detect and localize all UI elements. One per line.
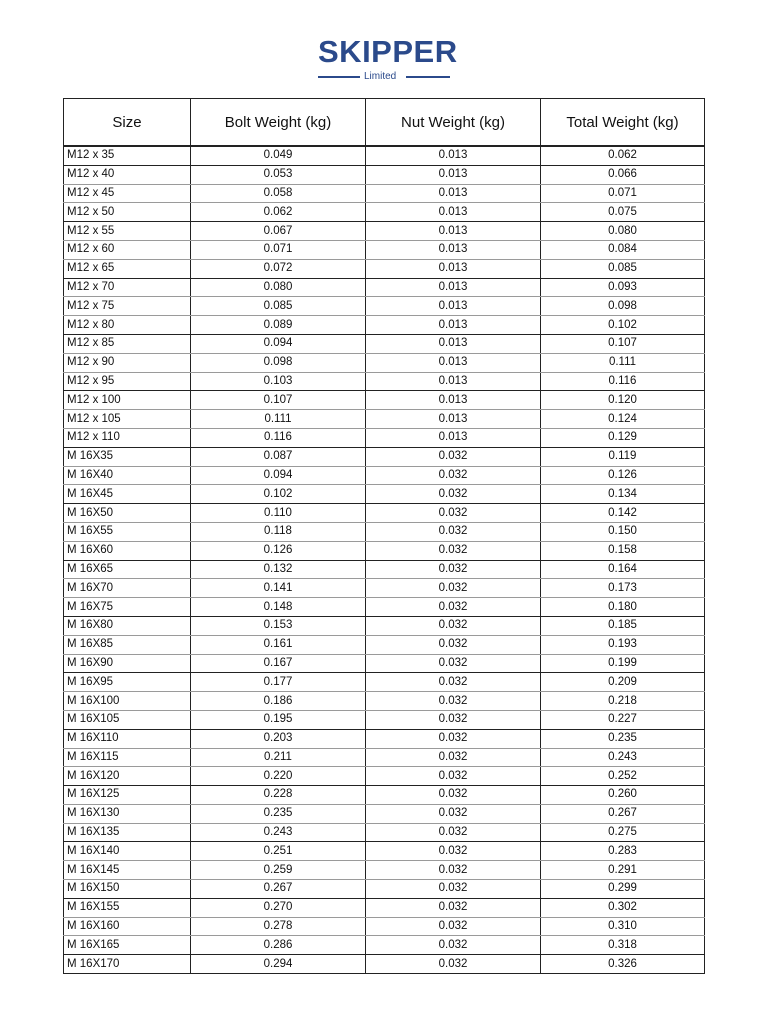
- cell-bolt-weight: 0.053: [191, 165, 366, 184]
- cell-nut-weight: 0.013: [366, 428, 541, 447]
- cell-size: M 16X120: [64, 767, 191, 786]
- cell-size: M12 x 35: [64, 146, 191, 165]
- cell-bolt-weight: 0.161: [191, 635, 366, 654]
- header-bolt-weight: Bolt Weight (kg): [191, 99, 366, 147]
- cell-bolt-weight: 0.167: [191, 654, 366, 673]
- cell-nut-weight: 0.013: [366, 259, 541, 278]
- cell-bolt-weight: 0.107: [191, 391, 366, 410]
- cell-nut-weight: 0.032: [366, 861, 541, 880]
- cell-nut-weight: 0.013: [366, 410, 541, 429]
- cell-nut-weight: 0.032: [366, 616, 541, 635]
- cell-total-weight: 0.071: [541, 184, 705, 203]
- table-row: [64, 222, 705, 241]
- cell-size: M12 x 85: [64, 334, 191, 353]
- cell-nut-weight: 0.013: [366, 222, 541, 241]
- cell-bolt-weight: 0.186: [191, 692, 366, 711]
- cell-bolt-weight: 0.049: [191, 146, 366, 165]
- cell-nut-weight: 0.032: [366, 692, 541, 711]
- cell-bolt-weight: 0.085: [191, 297, 366, 316]
- cell-size: M 16X45: [64, 485, 191, 504]
- cell-bolt-weight: 0.195: [191, 710, 366, 729]
- cell-size: M 16X90: [64, 654, 191, 673]
- table-row: [64, 504, 705, 523]
- cell-nut-weight: 0.032: [366, 804, 541, 823]
- table-row: [64, 673, 705, 692]
- cell-bolt-weight: 0.132: [191, 560, 366, 579]
- cell-size: M12 x 105: [64, 410, 191, 429]
- cell-total-weight: 0.326: [541, 955, 705, 974]
- cell-size: M12 x 70: [64, 278, 191, 297]
- cell-bolt-weight: 0.094: [191, 334, 366, 353]
- cell-bolt-weight: 0.087: [191, 447, 366, 466]
- cell-total-weight: 0.126: [541, 466, 705, 485]
- cell-total-weight: 0.302: [541, 898, 705, 917]
- table-row: [64, 316, 705, 335]
- table-row: [64, 334, 705, 353]
- cell-bolt-weight: 0.116: [191, 428, 366, 447]
- cell-bolt-weight: 0.153: [191, 616, 366, 635]
- table-row: [64, 917, 705, 936]
- table-body: [64, 146, 705, 974]
- cell-total-weight: 0.098: [541, 297, 705, 316]
- cell-size: M12 x 45: [64, 184, 191, 203]
- cell-size: M12 x 90: [64, 353, 191, 372]
- cell-nut-weight: 0.013: [366, 391, 541, 410]
- cell-bolt-weight: 0.286: [191, 936, 366, 955]
- cell-bolt-weight: 0.148: [191, 598, 366, 617]
- table-row: [64, 654, 705, 673]
- cell-total-weight: 0.119: [541, 447, 705, 466]
- cell-bolt-weight: 0.094: [191, 466, 366, 485]
- cell-nut-weight: 0.032: [366, 748, 541, 767]
- cell-size: M 16X160: [64, 917, 191, 936]
- cell-nut-weight: 0.032: [366, 560, 541, 579]
- cell-total-weight: 0.093: [541, 278, 705, 297]
- cell-size: M 16X80: [64, 616, 191, 635]
- cell-bolt-weight: 0.294: [191, 955, 366, 974]
- cell-bolt-weight: 0.071: [191, 240, 366, 259]
- cell-size: M 16X40: [64, 466, 191, 485]
- header-total-weight: Total Weight (kg): [541, 99, 705, 147]
- table-row: [64, 635, 705, 654]
- cell-total-weight: 0.299: [541, 880, 705, 899]
- cell-bolt-weight: 0.118: [191, 522, 366, 541]
- cell-size: M 16X105: [64, 710, 191, 729]
- cell-nut-weight: 0.032: [366, 880, 541, 899]
- table-row: [64, 428, 705, 447]
- cell-total-weight: 0.134: [541, 485, 705, 504]
- header-nut-weight: Nut Weight (kg): [366, 99, 541, 147]
- cell-size: M 16X75: [64, 598, 191, 617]
- cell-nut-weight: 0.013: [366, 165, 541, 184]
- cell-total-weight: 0.066: [541, 165, 705, 184]
- table-row: [64, 955, 705, 974]
- cell-total-weight: 0.235: [541, 729, 705, 748]
- cell-size: M12 x 60: [64, 240, 191, 259]
- cell-nut-weight: 0.032: [366, 936, 541, 955]
- cell-nut-weight: 0.032: [366, 955, 541, 974]
- cell-nut-weight: 0.013: [366, 278, 541, 297]
- cell-total-weight: 0.318: [541, 936, 705, 955]
- cell-bolt-weight: 0.062: [191, 203, 366, 222]
- cell-size: M 16X35: [64, 447, 191, 466]
- cell-total-weight: 0.291: [541, 861, 705, 880]
- cell-bolt-weight: 0.089: [191, 316, 366, 335]
- table-row: [64, 203, 705, 222]
- cell-size: M12 x 50: [64, 203, 191, 222]
- cell-bolt-weight: 0.235: [191, 804, 366, 823]
- table-row: [64, 240, 705, 259]
- cell-nut-weight: 0.032: [366, 842, 541, 861]
- logo-rule-right: [406, 76, 450, 78]
- cell-bolt-weight: 0.072: [191, 259, 366, 278]
- table-row: [64, 259, 705, 278]
- cell-size: M12 x 40: [64, 165, 191, 184]
- cell-nut-weight: 0.013: [366, 240, 541, 259]
- cell-size: M 16X170: [64, 955, 191, 974]
- table-row: [64, 541, 705, 560]
- cell-nut-weight: 0.032: [366, 654, 541, 673]
- cell-nut-weight: 0.032: [366, 917, 541, 936]
- cell-nut-weight: 0.013: [366, 334, 541, 353]
- cell-nut-weight: 0.032: [366, 579, 541, 598]
- cell-nut-weight: 0.013: [366, 353, 541, 372]
- table-row: [64, 842, 705, 861]
- cell-bolt-weight: 0.228: [191, 786, 366, 805]
- cell-total-weight: 0.209: [541, 673, 705, 692]
- cell-nut-weight: 0.013: [366, 203, 541, 222]
- table-row: [64, 936, 705, 955]
- cell-bolt-weight: 0.102: [191, 485, 366, 504]
- table-row: [64, 729, 705, 748]
- cell-nut-weight: 0.032: [366, 710, 541, 729]
- table-row: [64, 748, 705, 767]
- cell-bolt-weight: 0.211: [191, 748, 366, 767]
- cell-bolt-weight: 0.080: [191, 278, 366, 297]
- cell-size: M 16X165: [64, 936, 191, 955]
- cell-size: M 16X115: [64, 748, 191, 767]
- cell-bolt-weight: 0.067: [191, 222, 366, 241]
- cell-bolt-weight: 0.110: [191, 504, 366, 523]
- cell-size: M12 x 55: [64, 222, 191, 241]
- cell-nut-weight: 0.032: [366, 823, 541, 842]
- table-row: [64, 767, 705, 786]
- cell-total-weight: 0.185: [541, 616, 705, 635]
- cell-nut-weight: 0.032: [366, 485, 541, 504]
- cell-nut-weight: 0.032: [366, 522, 541, 541]
- cell-nut-weight: 0.013: [366, 316, 541, 335]
- cell-size: M 16X100: [64, 692, 191, 711]
- cell-total-weight: 0.252: [541, 767, 705, 786]
- cell-nut-weight: 0.032: [366, 786, 541, 805]
- cell-total-weight: 0.267: [541, 804, 705, 823]
- cell-nut-weight: 0.032: [366, 447, 541, 466]
- cell-nut-weight: 0.032: [366, 466, 541, 485]
- table-row: [64, 466, 705, 485]
- cell-total-weight: 0.164: [541, 560, 705, 579]
- cell-total-weight: 0.116: [541, 372, 705, 391]
- table-row: [64, 447, 705, 466]
- cell-bolt-weight: 0.267: [191, 880, 366, 899]
- table-row: [64, 278, 705, 297]
- table-row: [64, 880, 705, 899]
- cell-nut-weight: 0.013: [366, 297, 541, 316]
- cell-total-weight: 0.142: [541, 504, 705, 523]
- cell-bolt-weight: 0.141: [191, 579, 366, 598]
- cell-size: M12 x 110: [64, 428, 191, 447]
- cell-total-weight: 0.173: [541, 579, 705, 598]
- cell-total-weight: 0.199: [541, 654, 705, 673]
- cell-bolt-weight: 0.270: [191, 898, 366, 917]
- cell-total-weight: 0.085: [541, 259, 705, 278]
- cell-nut-weight: 0.032: [366, 673, 541, 692]
- cell-size: M 16X85: [64, 635, 191, 654]
- table-row: [64, 710, 705, 729]
- cell-total-weight: 0.310: [541, 917, 705, 936]
- table-row: [64, 786, 705, 805]
- cell-total-weight: 0.180: [541, 598, 705, 617]
- cell-size: M12 x 95: [64, 372, 191, 391]
- cell-total-weight: 0.062: [541, 146, 705, 165]
- cell-size: M 16X145: [64, 861, 191, 880]
- cell-size: M 16X125: [64, 786, 191, 805]
- cell-size: M 16X150: [64, 880, 191, 899]
- cell-size: M 16X60: [64, 541, 191, 560]
- table-row: [64, 692, 705, 711]
- cell-bolt-weight: 0.278: [191, 917, 366, 936]
- cell-total-weight: 0.111: [541, 353, 705, 372]
- cell-bolt-weight: 0.220: [191, 767, 366, 786]
- cell-nut-weight: 0.013: [366, 146, 541, 165]
- table-row: [64, 823, 705, 842]
- cell-total-weight: 0.275: [541, 823, 705, 842]
- cell-bolt-weight: 0.177: [191, 673, 366, 692]
- table-row: [64, 898, 705, 917]
- cell-nut-weight: 0.032: [366, 504, 541, 523]
- cell-size: M 16X135: [64, 823, 191, 842]
- cell-bolt-weight: 0.111: [191, 410, 366, 429]
- table-row: [64, 861, 705, 880]
- cell-bolt-weight: 0.203: [191, 729, 366, 748]
- table-header-row: [64, 99, 705, 147]
- cell-bolt-weight: 0.243: [191, 823, 366, 842]
- weight-table: [63, 98, 705, 974]
- cell-size: M 16X155: [64, 898, 191, 917]
- cell-nut-weight: 0.013: [366, 372, 541, 391]
- cell-size: M12 x 65: [64, 259, 191, 278]
- cell-bolt-weight: 0.251: [191, 842, 366, 861]
- cell-total-weight: 0.102: [541, 316, 705, 335]
- cell-total-weight: 0.283: [541, 842, 705, 861]
- cell-size: M 16X50: [64, 504, 191, 523]
- cell-size: M 16X70: [64, 579, 191, 598]
- cell-total-weight: 0.124: [541, 410, 705, 429]
- cell-nut-weight: 0.032: [366, 898, 541, 917]
- cell-total-weight: 0.150: [541, 522, 705, 541]
- table-row: [64, 522, 705, 541]
- table-row: [64, 184, 705, 203]
- table-row: [64, 146, 705, 165]
- cell-total-weight: 0.107: [541, 334, 705, 353]
- table-row: [64, 485, 705, 504]
- cell-nut-weight: 0.032: [366, 635, 541, 654]
- cell-bolt-weight: 0.126: [191, 541, 366, 560]
- cell-size: M 16X140: [64, 842, 191, 861]
- table-row: [64, 372, 705, 391]
- cell-size: M12 x 100: [64, 391, 191, 410]
- cell-total-weight: 0.158: [541, 541, 705, 560]
- cell-total-weight: 0.075: [541, 203, 705, 222]
- cell-total-weight: 0.243: [541, 748, 705, 767]
- cell-size: M 16X110: [64, 729, 191, 748]
- cell-nut-weight: 0.013: [366, 184, 541, 203]
- cell-size: M12 x 75: [64, 297, 191, 316]
- table-row: [64, 560, 705, 579]
- cell-bolt-weight: 0.103: [191, 372, 366, 391]
- table-row: [64, 297, 705, 316]
- logo-rule-left: [318, 76, 360, 78]
- cell-total-weight: 0.193: [541, 635, 705, 654]
- cell-total-weight: 0.120: [541, 391, 705, 410]
- cell-nut-weight: 0.032: [366, 729, 541, 748]
- cell-size: M 16X55: [64, 522, 191, 541]
- cell-bolt-weight: 0.098: [191, 353, 366, 372]
- cell-size: M12 x 80: [64, 316, 191, 335]
- cell-total-weight: 0.218: [541, 692, 705, 711]
- logo-wordmark: SKIPPER: [318, 34, 458, 69]
- table-row: [64, 579, 705, 598]
- cell-total-weight: 0.084: [541, 240, 705, 259]
- company-logo: [318, 34, 458, 82]
- cell-size: M 16X65: [64, 560, 191, 579]
- table-row: [64, 598, 705, 617]
- cell-total-weight: 0.129: [541, 428, 705, 447]
- table-row: [64, 410, 705, 429]
- cell-total-weight: 0.227: [541, 710, 705, 729]
- header-size: Size: [64, 99, 191, 147]
- cell-size: M 16X130: [64, 804, 191, 823]
- table-row: [64, 804, 705, 823]
- table-row: [64, 616, 705, 635]
- table-row: [64, 165, 705, 184]
- cell-size: M 16X95: [64, 673, 191, 692]
- table-row: [64, 353, 705, 372]
- cell-nut-weight: 0.032: [366, 598, 541, 617]
- logo-subtitle: Limited: [364, 71, 397, 82]
- logo-subtitle-row: [318, 70, 450, 84]
- cell-nut-weight: 0.032: [366, 541, 541, 560]
- cell-total-weight: 0.080: [541, 222, 705, 241]
- cell-total-weight: 0.260: [541, 786, 705, 805]
- cell-bolt-weight: 0.058: [191, 184, 366, 203]
- cell-bolt-weight: 0.259: [191, 861, 366, 880]
- cell-nut-weight: 0.032: [366, 767, 541, 786]
- table-row: [64, 391, 705, 410]
